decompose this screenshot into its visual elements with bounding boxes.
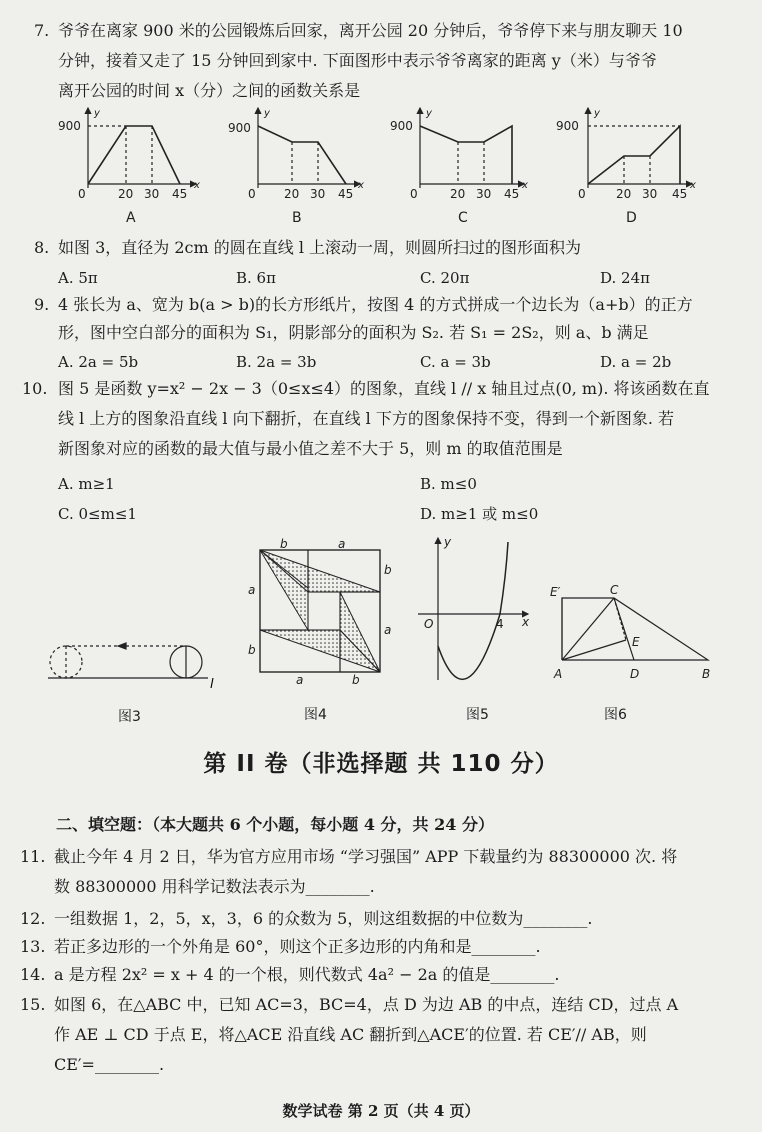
graph-label-d: D [626, 210, 637, 226]
line-l-label: l [210, 677, 214, 692]
label-d: D [630, 667, 640, 681]
question-text: 如图 6，在△ABC 中，已知 AC=3，BC=4，点 D 为边 AB 的中点，连结 CD，过点 A [54, 995, 679, 1014]
question-text: 若正多边形的一个外角是 60°，则这个正多边形的内角和是________. [54, 937, 541, 956]
option-c: C. 20π [420, 269, 470, 287]
x-tick: 0 [410, 187, 418, 201]
question-text: 4 张长为 a、宽为 b(a > b)的长方形纸片，按图 4 的方式拼成一个边长为（a+b）的正方 [58, 295, 693, 314]
x-tick: 0 [578, 187, 586, 201]
x-tick: 30 [144, 187, 160, 201]
tick-4: 4 [496, 617, 504, 631]
option-d: D. 24π [600, 269, 650, 287]
x-tick: 0 [248, 187, 256, 201]
x-tick: 0 [78, 187, 86, 201]
question-text: 数 88300000 用科学记数法表示为________. [54, 877, 375, 896]
x-axis-label: x [358, 180, 364, 191]
question-number: 10. [22, 379, 48, 398]
question-number: 15. [20, 995, 46, 1014]
question-number: 9. [34, 295, 50, 314]
graph-label-c: C [458, 210, 468, 226]
graph-label-a: A [126, 210, 136, 226]
option-d: D. m≥1 或 m≤0 [420, 505, 539, 523]
label-a: a [296, 673, 304, 687]
y-tick-900: 900 [390, 119, 413, 133]
x-axis-label: x [194, 180, 200, 191]
option-d: D. a = 2b [600, 353, 672, 371]
label-e-prime: E′ [550, 585, 561, 599]
question-text: 如图 3，直径为 2cm 的圆在直线 l 上滚动一周，则圆所扫过的图形面积为 [58, 238, 582, 257]
question-text: a 是方程 2x² = x + 4 的一个根，则代数式 4a² − 2a 的值是________. [54, 965, 560, 984]
label-a: a [338, 537, 346, 551]
page-footer: 数学试卷 第 2 页（共 4 页） [282, 1102, 480, 1120]
figure-caption: 图4 [304, 707, 327, 723]
label-b: B [702, 667, 711, 681]
figure-caption: 图3 [118, 709, 141, 725]
label-a: a [248, 583, 256, 597]
option-c: C. 0≤m≤1 [58, 505, 137, 523]
option-c: C. a = 3b [420, 353, 491, 371]
figure-caption: 图5 [466, 707, 489, 723]
x-axis-label: x [690, 180, 696, 191]
question-number: 13. [20, 937, 46, 956]
figure-caption: 图6 [604, 707, 627, 723]
x-tick: 20 [450, 187, 466, 201]
question-text: 形，图中空白部分的面积为 S₁，阴影部分的面积为 S₂. 若 S₁ = 2S₂，则 a、b 满足 [58, 323, 649, 342]
option-a: A. m≥1 [58, 475, 115, 493]
graph-a [88, 108, 196, 188]
x-axis-label: x [522, 615, 530, 629]
y-tick-900: 900 [228, 121, 251, 135]
option-b: B. 2a = 3b [236, 353, 317, 371]
label-c: C [610, 583, 619, 597]
y-axis-label: y [426, 108, 432, 119]
y-axis-label: y [264, 108, 270, 119]
x-axis-label: x [522, 180, 528, 191]
question-text: 图 5 是函数 y=x² − 2x − 3（0≤x≤4）的图象，直线 l // x 轴且过点(0, m). 将该函数在直 [58, 379, 710, 398]
y-axis-label: y [444, 535, 452, 549]
figure-5 [418, 536, 538, 686]
question-text: 线 l 上方的图象沿直线 l 向下翻折，在直线 l 下方的图象保持不变，得到一个新图象. 若 [58, 409, 675, 428]
option-a: A. 5π [58, 269, 98, 287]
graph-c [420, 108, 524, 188]
graph-d [588, 108, 692, 188]
section-title: 第 II 卷（非选择题 共 110 分） [203, 751, 559, 777]
question-text: 爷爷在离家 900 米的公园锻炼后回家，离开公园 20 分钟后，爷爷停下来与朋友聊天 10 [58, 21, 683, 40]
part-heading: 二、填空题：（本大题共 6 个小题，每小题 4 分，共 24 分） [56, 815, 494, 834]
option-b: B. 6π [236, 269, 276, 287]
question-text: 新图象对应的函数的最大值与最小值之差不大于 5，则 m 的取值范围是 [58, 439, 563, 458]
x-tick: 45 [504, 187, 520, 201]
label-a: a [384, 623, 392, 637]
figure-6 [550, 584, 730, 684]
x-tick: 45 [338, 187, 354, 201]
question-number: 8. [34, 238, 50, 257]
question-number: 12. [20, 909, 46, 928]
x-tick: 20 [284, 187, 300, 201]
x-tick: 45 [172, 187, 188, 201]
label-a: A [554, 667, 563, 681]
label-e: E [632, 635, 640, 649]
y-tick-900: 900 [556, 119, 579, 133]
x-tick: 45 [672, 187, 688, 201]
question-text: 截止今年 4 月 2 日，华为官方应用市场 “学习强国” APP 下载量约为 88300000 次. 将 [54, 847, 678, 866]
label-b: b [248, 643, 256, 657]
figure-3 [48, 630, 228, 690]
y-axis-label: y [94, 108, 100, 119]
label-b: b [280, 537, 288, 551]
figure-4 [244, 538, 394, 688]
graph-label-b: B [292, 210, 302, 226]
question-number: 14. [20, 965, 46, 984]
question-number: 7. [34, 21, 50, 40]
label-b: b [352, 673, 360, 687]
question-number: 11. [20, 847, 46, 866]
q7-graphs [0, 108, 762, 228]
question-text: 一组数据 1，2，5，x，3，6 的众数为 5，则这组数据的中位数为________. [54, 909, 593, 928]
y-tick-900: 900 [58, 119, 81, 133]
x-tick: 20 [118, 187, 134, 201]
x-tick: 30 [476, 187, 492, 201]
label-b: b [384, 563, 392, 577]
x-tick: 20 [616, 187, 632, 201]
option-a: A. 2a = 5b [58, 353, 139, 371]
question-text: 分钟，接着又走了 15 分钟回到家中. 下面图形中表示爷爷离家的距离 y（米）与爷爷 [58, 51, 657, 70]
origin-label: O [424, 617, 434, 631]
question-text: 作 AE ⊥ CD 于点 E，将△ACE 沿直线 AC 翻折到△ACE′的位置. 若 CE′// AB，则 [54, 1025, 647, 1044]
x-tick: 30 [310, 187, 326, 201]
y-axis-label: y [594, 108, 600, 119]
question-text: CE′=________. [54, 1055, 165, 1074]
graph-b [258, 108, 360, 188]
question-text: 离开公园的时间 x（分）之间的函数关系是 [58, 81, 361, 100]
option-b: B. m≤0 [420, 475, 477, 493]
x-tick: 30 [642, 187, 658, 201]
